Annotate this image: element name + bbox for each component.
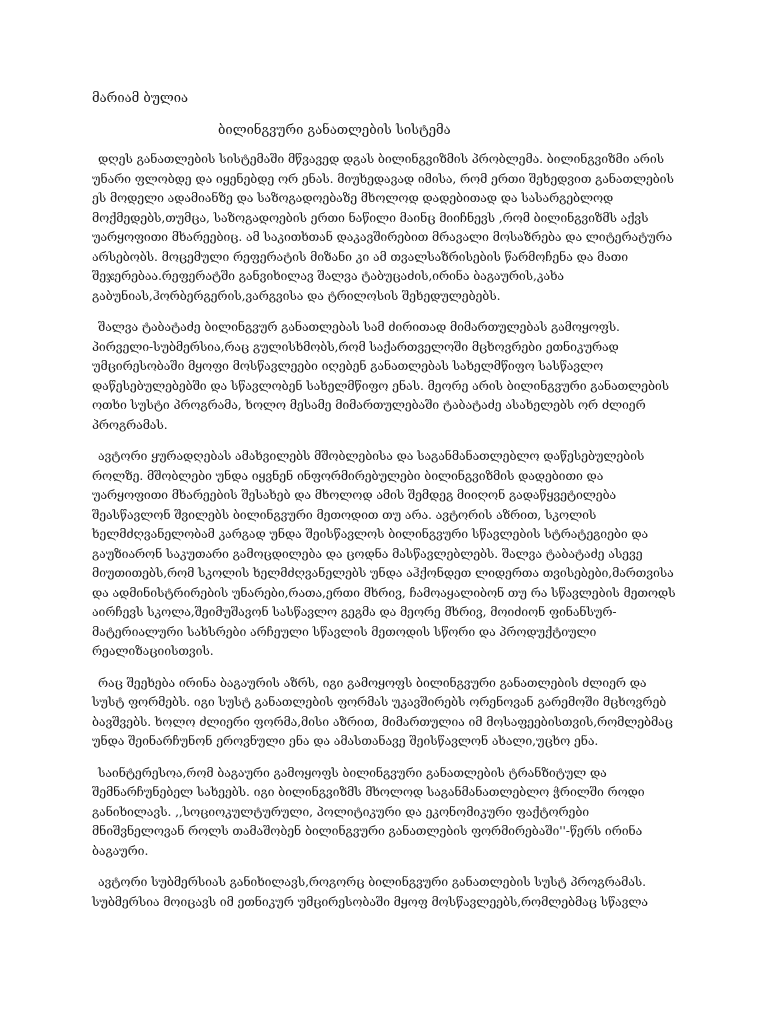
document-body bbox=[92, 150, 682, 924]
paragraph: შალვა ტაბატაძე ბილინგვურ განათლებას სამ ძირითად მიმართულებას გამოყოფს. პირველი-სუბმერსია,რაც გულისხმობს,რომ საქართველოში მცხოვრები ეთნიკურად უმცირესობაში მყოფი მოსწავლეები იღებენ განათლებას სახელმწიფო სასწავლო დაწესებულებებში და სწავლობენ სახელმწიფო ენას. მეორე არის ბილინგვური განათლების ოთხი სუსტი პროგრამა, ხოლო მესამე მიმართულებაში ტაბატაძე ასახელებს ორ ძლიერ პროგრამას. bbox=[92, 320, 670, 432]
paragraph: რაც შეეხება ირინა ბაგაურის აზრს, იგი გამოყოფს ბილინგვური განათლების ძლიერ და სუსტ ფორმებს. იგი სუსტ განათლების ფორმას უკავშირებს ორენოვან გარემოში მცხოვრებ ბავშვებს. ხოლო ძლიერი ფორმა,მისი აზრით, მიმართულია იმ მოსაფეებისთვის,რომლებმაც უნდა შეინარჩუნონ ეროვნული ენა და ამასთანავე შეისწავლონ ახალი,უცხო ენა. bbox=[92, 675, 673, 748]
document-title: ბილინგვური განათლების სისტემა bbox=[218, 123, 451, 138]
paragraph: ავტორი ყურადღებას ამახვილებს მშობლებისა და საგანმანათლებლო დაწესებულების როლზე. მშობლები უნდა იყვნენ ინფორმირებულები ბილინგვიზმის დადებითი და უარყოფითი მხარეების შესახებ და მხოლოდ ამის შემდეგ მიიღონ გადაწყვეტილება შეასწავლონ შვილებს ბილინგვური მეთოდით თუ არა. ავტორის აზრით, სკოლის ხელმძღვანელობამ კარგად უნდა შეისწავლოს ბილინგვური სწავლების სტრატეგიები და გაუზიარონ საკუთარი გამოცდილება და ცოდნა მასწავლებლებს. შალვა ტაბატაძე ასევე მიუთითებს,რომ სკოლის ხელმძღვანელებს უნდა აჰქონდეთ ლიდერთა თვისებები,მართვისა და ადმინისტრირების უნარები,რათა,ერთი მხრივ, ჩამოაყალიბონ თუ რა სწავლების მეთოდს აირჩევს სკოლა,შეიმუშავონ სასწავლო გეგმა და მეორე მხრივ, მოიძიონ ფინანსურ-მატერიალური სახსრები არჩეული სწავლის მეთოდის სწორი და პროდუქტიული რეალიზაციისთვის. bbox=[92, 449, 676, 658]
paragraph: ავტორი სუბმერსიას განიხილავს,როგორც ბილინგვური განათლების სუსტ პროგრამას. სუბმერსია მოიცავს იმ ეთნიკურ უმცირესობაში მყოფ მოსწავლეებს,რომლებმაც სწავლა bbox=[92, 875, 648, 909]
paragraph: დღეს განათლების სისტემაში მწვავედ დგას ბილინგვიზმის პრობლემა. ბილინგვიზმი არის უნარი ფლობდე და იყენებდე ორ ენას. მიუხედავად იმისა, რომ ერთი შეხედვით განათლების ეს მოდელი ადამიანზე და საზოგადოებაზე მხოლოდ დადებითად და სასარგებლოდ მოქმედებს,თუმცა, საზოგადოების ერთი ნაწილი მაინც მიიჩნევს ,რომ ბილინგვიზმს აქვს უარყოფითი მხარეებიც. ამ საკითხთან დაკავშირებით მრავალი მოსაზრება და ლიტერატურა არსებობს. მოცემული რეფერატის მიზანი კი ამ თვალსაზრისების წარმოჩენა და მათი შეჯერებაა.რეფერატში განვიხილავ შალვა ტაბუცაძის,ირინა ბაგაურის,კახა გაბუნიას,ჰორბერგერის,ვარგვისა და ტრილოსის შეხედულებებს. bbox=[92, 152, 674, 303]
paragraph: საინტერესოა,რომ ბაგაური გამოყოფს ბილინგვური განათლების ტრანზიტულ და შემნარჩუნებელ სახეებს. იგი ბილინგვიზმს მხოლოდ საგანმანათლებლო ჭრილში როდი განიხილავს. ,,სოციოკულტურული, პოლიტიკური და ეკონომიკური ფაქტორები მნიშვნელოვან როლს თამაშობენ ბილინგვური განათლების ფორმირებაში''-წერს ირინა ბაგაური. bbox=[92, 765, 645, 858]
author-name: მარიამ ბულია bbox=[92, 91, 189, 106]
